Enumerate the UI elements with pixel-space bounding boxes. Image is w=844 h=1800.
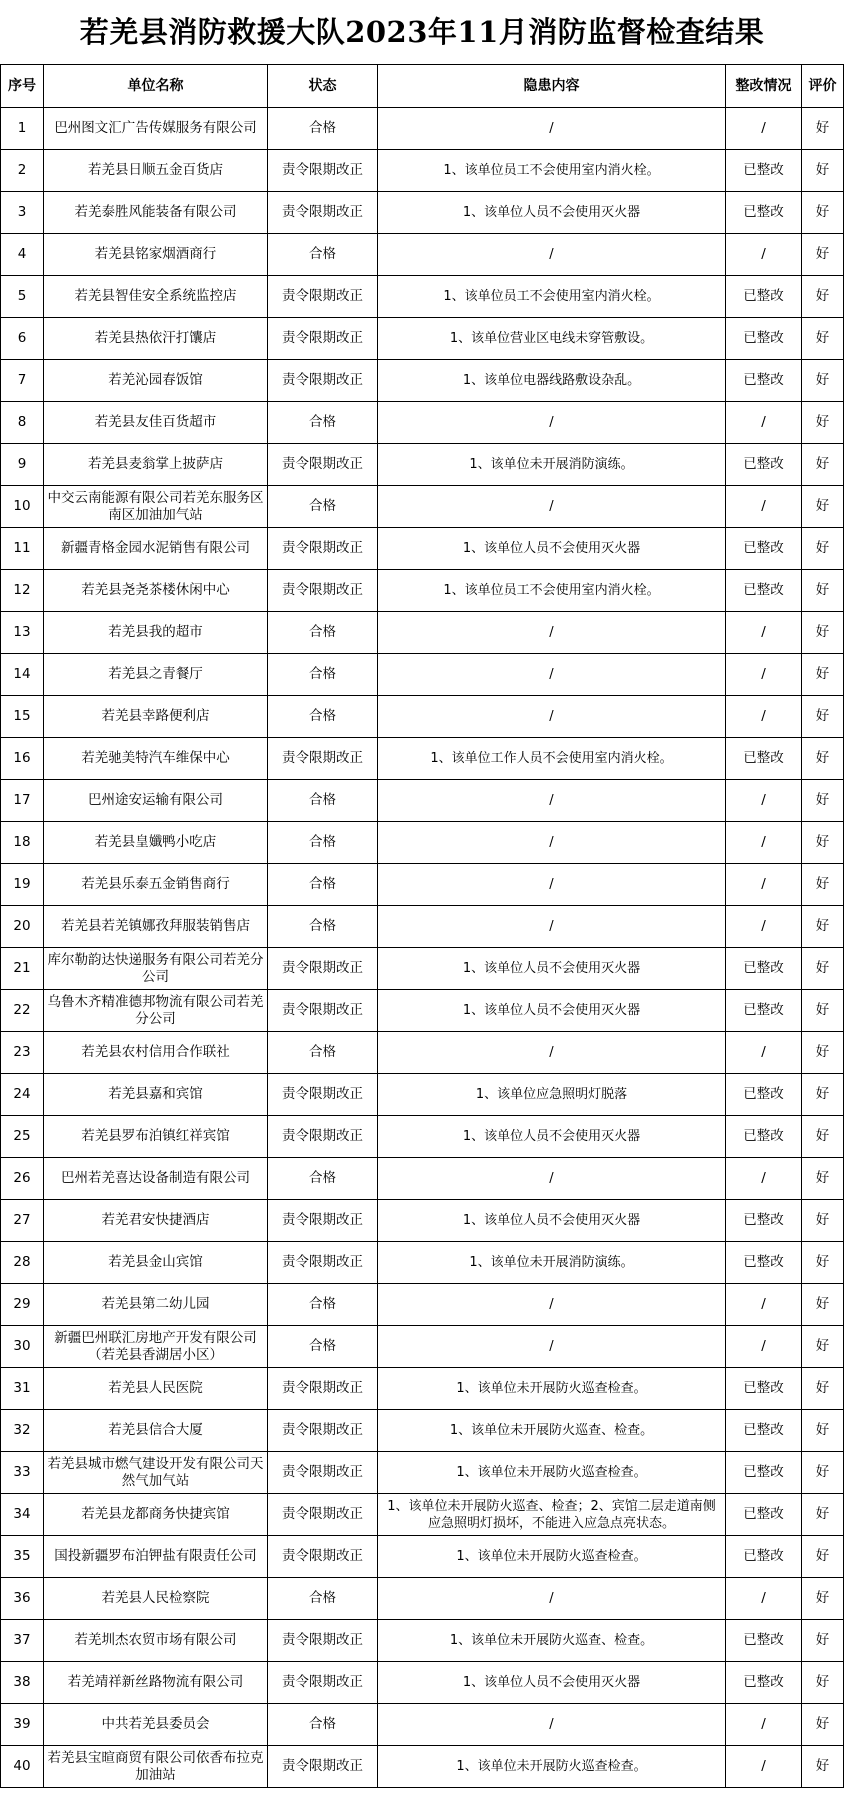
cell-no: 12 <box>1 570 44 612</box>
cell-hazard: 1、该单位人员不会使用灭火器 <box>378 1116 726 1158</box>
cell-rectify: 已整改 <box>726 1242 802 1284</box>
cell-rectify: 已整改 <box>726 1074 802 1116</box>
cell-hazard: / <box>378 108 726 150</box>
cell-status: 合格 <box>268 1704 378 1746</box>
cell-rectify: / <box>726 486 802 528</box>
table-row <box>1 948 844 990</box>
cell-rating: 好 <box>802 822 844 864</box>
cell-no: 10 <box>1 486 44 528</box>
table-row <box>1 234 844 276</box>
table-row <box>1 318 844 360</box>
cell-rating: 好 <box>802 528 844 570</box>
table-row <box>1 192 844 234</box>
cell-name: 若羌泰胜风能装备有限公司 <box>44 192 268 234</box>
cell-rating: 好 <box>802 570 844 612</box>
cell-hazard: 1、该单位未开展防火巡查、检查；2、宾馆二层走道南侧应急照明灯损坏，不能进入应急点亮状态。 <box>378 1494 726 1536</box>
cell-hazard: / <box>378 1326 726 1368</box>
cell-rating: 好 <box>802 108 844 150</box>
cell-name: 中共若羌县委员会 <box>44 1704 268 1746</box>
cell-no: 22 <box>1 990 44 1032</box>
cell-no: 19 <box>1 864 44 906</box>
cell-rectify: 已整改 <box>726 990 802 1032</box>
cell-name: 库尔勒韵达快递服务有限公司若羌分公司 <box>44 948 268 990</box>
cell-status: 合格 <box>268 822 378 864</box>
cell-hazard: 1、该单位未开展防火巡查检查。 <box>378 1536 726 1578</box>
cell-status: 责令限期改正 <box>268 528 378 570</box>
cell-hazard: 1、该单位未开展消防演练。 <box>378 1242 726 1284</box>
table-row <box>1 990 844 1032</box>
cell-name: 若羌县铭家烟酒商行 <box>44 234 268 276</box>
table-row <box>1 1284 844 1326</box>
table-row <box>1 108 844 150</box>
cell-rating: 好 <box>802 1620 844 1662</box>
cell-status: 合格 <box>268 1578 378 1620</box>
table-row <box>1 696 844 738</box>
cell-rectify: / <box>726 402 802 444</box>
cell-name: 若羌县日顺五金百货店 <box>44 150 268 192</box>
cell-rectify: / <box>726 1032 802 1074</box>
table-header-row <box>1 65 844 108</box>
cell-no: 17 <box>1 780 44 822</box>
cell-hazard: 1、该单位员工不会使用室内消火栓。 <box>378 570 726 612</box>
cell-rating: 好 <box>802 990 844 1032</box>
cell-hazard: 1、该单位未开展消防演练。 <box>378 444 726 486</box>
cell-rating: 好 <box>802 1242 844 1284</box>
cell-status: 责令限期改正 <box>268 318 378 360</box>
cell-status: 合格 <box>268 1032 378 1074</box>
cell-status: 合格 <box>268 234 378 276</box>
cell-no: 1 <box>1 108 44 150</box>
cell-no: 29 <box>1 1284 44 1326</box>
cell-hazard: / <box>378 234 726 276</box>
cell-rectify: 已整改 <box>726 1494 802 1536</box>
cell-hazard: / <box>378 1284 726 1326</box>
cell-rating: 好 <box>802 402 844 444</box>
cell-rating: 好 <box>802 360 844 402</box>
cell-hazard: / <box>378 654 726 696</box>
table-row <box>1 1452 844 1494</box>
table-row <box>1 1158 844 1200</box>
cell-status: 责令限期改正 <box>268 360 378 402</box>
cell-name: 若羌县乐泰五金销售商行 <box>44 864 268 906</box>
cell-hazard: 1、该单位人员不会使用灭火器 <box>378 1200 726 1242</box>
cell-rating: 好 <box>802 486 844 528</box>
cell-rectify: 已整改 <box>726 192 802 234</box>
cell-status: 责令限期改正 <box>268 1536 378 1578</box>
cell-hazard: 1、该单位未开展防火巡查检查。 <box>378 1368 726 1410</box>
cell-hazard: / <box>378 864 726 906</box>
table-row <box>1 1746 844 1788</box>
inspection-table <box>0 64 844 1788</box>
table-row <box>1 780 844 822</box>
cell-rectify: / <box>726 1704 802 1746</box>
cell-name: 若羌县第二幼儿园 <box>44 1284 268 1326</box>
cell-name: 若羌县人民医院 <box>44 1368 268 1410</box>
cell-rectify: 已整改 <box>726 1662 802 1704</box>
cell-status: 责令限期改正 <box>268 1116 378 1158</box>
table-row <box>1 1242 844 1284</box>
cell-rating: 好 <box>802 1326 844 1368</box>
cell-rectify: / <box>726 780 802 822</box>
cell-status: 责令限期改正 <box>268 192 378 234</box>
cell-name: 若羌县尧尧茶楼休闲中心 <box>44 570 268 612</box>
cell-name: 若羌县龙都商务快捷宾馆 <box>44 1494 268 1536</box>
cell-hazard: 1、该单位人员不会使用灭火器 <box>378 1662 726 1704</box>
cell-name: 若羌县之青餐厅 <box>44 654 268 696</box>
cell-no: 37 <box>1 1620 44 1662</box>
cell-hazard: / <box>378 822 726 864</box>
cell-status: 责令限期改正 <box>268 570 378 612</box>
cell-hazard: / <box>378 1032 726 1074</box>
cell-hazard: / <box>378 780 726 822</box>
cell-status: 责令限期改正 <box>268 1200 378 1242</box>
cell-status: 责令限期改正 <box>268 990 378 1032</box>
cell-rectify: 已整改 <box>726 1410 802 1452</box>
cell-rating: 好 <box>802 1284 844 1326</box>
cell-no: 34 <box>1 1494 44 1536</box>
table-row <box>1 864 844 906</box>
cell-rectify: 已整改 <box>726 738 802 780</box>
cell-name: 巴州途安运输有限公司 <box>44 780 268 822</box>
table-row <box>1 1578 844 1620</box>
cell-no: 25 <box>1 1116 44 1158</box>
cell-rating: 好 <box>802 1158 844 1200</box>
cell-status: 责令限期改正 <box>268 1074 378 1116</box>
cell-name: 若羌圳杰农贸市场有限公司 <box>44 1620 268 1662</box>
cell-status: 责令限期改正 <box>268 1662 378 1704</box>
cell-no: 26 <box>1 1158 44 1200</box>
cell-hazard: 1、该单位营业区电线未穿管敷设。 <box>378 318 726 360</box>
cell-no: 28 <box>1 1242 44 1284</box>
table-row <box>1 654 844 696</box>
table-row <box>1 822 844 864</box>
cell-name: 新疆青格金园水泥销售有限公司 <box>44 528 268 570</box>
cell-name: 若羌县皇孅鸭小吃店 <box>44 822 268 864</box>
cell-name: 若羌县若羌镇娜孜拜服装销售店 <box>44 906 268 948</box>
cell-status: 合格 <box>268 1284 378 1326</box>
cell-status: 合格 <box>268 402 378 444</box>
cell-rectify: 已整改 <box>726 1200 802 1242</box>
header-rectify: 整改情况 <box>726 65 802 108</box>
table-body <box>1 108 844 1788</box>
cell-rating: 好 <box>802 780 844 822</box>
cell-no: 13 <box>1 612 44 654</box>
cell-hazard: 1、该单位未开展防火巡查检查。 <box>378 1746 726 1788</box>
cell-rectify: 已整改 <box>726 360 802 402</box>
cell-name: 国投新疆罗布泊钾盐有限责任公司 <box>44 1536 268 1578</box>
cell-rectify: 已整改 <box>726 150 802 192</box>
cell-no: 31 <box>1 1368 44 1410</box>
cell-hazard: / <box>378 906 726 948</box>
cell-hazard: 1、该单位人员不会使用灭火器 <box>378 948 726 990</box>
cell-rectify: / <box>726 696 802 738</box>
cell-status: 责令限期改正 <box>268 1746 378 1788</box>
cell-rating: 好 <box>802 1074 844 1116</box>
cell-rating: 好 <box>802 1200 844 1242</box>
cell-rectify: / <box>726 1746 802 1788</box>
table-row <box>1 1368 844 1410</box>
cell-rectify: 已整改 <box>726 1620 802 1662</box>
cell-status: 合格 <box>268 108 378 150</box>
cell-rectify: / <box>726 822 802 864</box>
cell-no: 18 <box>1 822 44 864</box>
cell-rating: 好 <box>802 1704 844 1746</box>
cell-rating: 好 <box>802 1452 844 1494</box>
table-row <box>1 528 844 570</box>
cell-status: 责令限期改正 <box>268 444 378 486</box>
cell-hazard: 1、该单位人员不会使用灭火器 <box>378 528 726 570</box>
table-row <box>1 486 844 528</box>
cell-hazard: 1、该单位工作人员不会使用室内消火栓。 <box>378 738 726 780</box>
table-row <box>1 1494 844 1536</box>
cell-hazard: 1、该单位电器线路敷设杂乱。 <box>378 360 726 402</box>
cell-status: 合格 <box>268 654 378 696</box>
cell-status: 合格 <box>268 612 378 654</box>
cell-name: 若羌靖祥新丝路物流有限公司 <box>44 1662 268 1704</box>
cell-no: 9 <box>1 444 44 486</box>
cell-name: 若羌县智佳安全系统监控店 <box>44 276 268 318</box>
cell-no: 11 <box>1 528 44 570</box>
cell-no: 16 <box>1 738 44 780</box>
document-title: 若羌县消防救援大队2023年11月消防监督检查结果 <box>79 15 765 49</box>
cell-rectify: / <box>726 234 802 276</box>
cell-status: 责令限期改正 <box>268 1494 378 1536</box>
cell-hazard: 1、该单位应急照明灯脱落 <box>378 1074 726 1116</box>
cell-name: 若羌县信合大厦 <box>44 1410 268 1452</box>
table-row <box>1 1410 844 1452</box>
cell-status: 责令限期改正 <box>268 948 378 990</box>
cell-rating: 好 <box>802 1032 844 1074</box>
cell-no: 40 <box>1 1746 44 1788</box>
cell-name: 巴州若羌喜达设备制造有限公司 <box>44 1158 268 1200</box>
cell-hazard: 1、该单位员工不会使用室内消火栓。 <box>378 150 726 192</box>
cell-rectify: 已整改 <box>726 570 802 612</box>
cell-name: 若羌君安快捷酒店 <box>44 1200 268 1242</box>
cell-name: 若羌县人民检察院 <box>44 1578 268 1620</box>
cell-name: 若羌县农村信用合作联社 <box>44 1032 268 1074</box>
cell-rectify: / <box>726 864 802 906</box>
cell-no: 39 <box>1 1704 44 1746</box>
cell-status: 合格 <box>268 486 378 528</box>
header-name: 单位名称 <box>44 65 268 108</box>
cell-status: 责令限期改正 <box>268 276 378 318</box>
cell-status: 责令限期改正 <box>268 1368 378 1410</box>
cell-name: 新疆巴州联汇房地产开发有限公司（若羌县香湖居小区） <box>44 1326 268 1368</box>
cell-rectify: / <box>726 1326 802 1368</box>
table-row <box>1 1116 844 1158</box>
cell-rating: 好 <box>802 738 844 780</box>
cell-hazard: 1、该单位未开展防火巡查、检查。 <box>378 1410 726 1452</box>
cell-no: 23 <box>1 1032 44 1074</box>
cell-name: 若羌县罗布泊镇红祥宾馆 <box>44 1116 268 1158</box>
cell-no: 5 <box>1 276 44 318</box>
cell-status: 合格 <box>268 906 378 948</box>
cell-rating: 好 <box>802 192 844 234</box>
cell-rating: 好 <box>802 864 844 906</box>
cell-name: 若羌县幸路便利店 <box>44 696 268 738</box>
table-row <box>1 570 844 612</box>
cell-no: 20 <box>1 906 44 948</box>
cell-name: 若羌县嘉和宾馆 <box>44 1074 268 1116</box>
cell-rectify: 已整改 <box>726 318 802 360</box>
cell-rating: 好 <box>802 276 844 318</box>
cell-rating: 好 <box>802 234 844 276</box>
cell-hazard: 1、该单位人员不会使用灭火器 <box>378 192 726 234</box>
cell-no: 30 <box>1 1326 44 1368</box>
cell-hazard: / <box>378 486 726 528</box>
cell-status: 责令限期改正 <box>268 738 378 780</box>
table-row <box>1 1536 844 1578</box>
cell-rectify: / <box>726 1284 802 1326</box>
cell-no: 32 <box>1 1410 44 1452</box>
cell-hazard: / <box>378 1158 726 1200</box>
cell-rectify: 已整改 <box>726 444 802 486</box>
cell-name: 若羌县城市燃气建设开发有限公司天然气加气站 <box>44 1452 268 1494</box>
cell-name: 若羌县宝暄商贸有限公司依香布拉克加油站 <box>44 1746 268 1788</box>
cell-rating: 好 <box>802 1578 844 1620</box>
cell-no: 15 <box>1 696 44 738</box>
table-row <box>1 1200 844 1242</box>
cell-rating: 好 <box>802 906 844 948</box>
cell-name: 若羌县金山宾馆 <box>44 1242 268 1284</box>
cell-name: 巴州图文汇广告传媒服务有限公司 <box>44 108 268 150</box>
cell-name: 中交云南能源有限公司若羌东服务区南区加油加气站 <box>44 486 268 528</box>
cell-hazard: / <box>378 1704 726 1746</box>
table-row <box>1 906 844 948</box>
cell-no: 4 <box>1 234 44 276</box>
table-row <box>1 1032 844 1074</box>
cell-hazard: / <box>378 696 726 738</box>
table-row <box>1 738 844 780</box>
header-hazard: 隐患内容 <box>378 65 726 108</box>
cell-status: 合格 <box>268 864 378 906</box>
cell-name: 若羌驰美特汽车维保中心 <box>44 738 268 780</box>
cell-no: 21 <box>1 948 44 990</box>
table-row <box>1 1620 844 1662</box>
table-row <box>1 444 844 486</box>
cell-rating: 好 <box>802 318 844 360</box>
cell-name: 若羌县我的超市 <box>44 612 268 654</box>
cell-status: 责令限期改正 <box>268 1452 378 1494</box>
table-row <box>1 1662 844 1704</box>
cell-rectify: 已整改 <box>726 276 802 318</box>
cell-rating: 好 <box>802 612 844 654</box>
cell-no: 8 <box>1 402 44 444</box>
cell-rectify: / <box>726 108 802 150</box>
cell-status: 责令限期改正 <box>268 1410 378 1452</box>
cell-rectify: 已整改 <box>726 948 802 990</box>
cell-rating: 好 <box>802 1536 844 1578</box>
cell-name: 若羌沁园春饭馆 <box>44 360 268 402</box>
table-row <box>1 1704 844 1746</box>
cell-rectify: 已整改 <box>726 1452 802 1494</box>
cell-rating: 好 <box>802 1494 844 1536</box>
cell-rectify: 已整改 <box>726 1368 802 1410</box>
cell-rating: 好 <box>802 1368 844 1410</box>
cell-no: 24 <box>1 1074 44 1116</box>
cell-status: 责令限期改正 <box>268 1620 378 1662</box>
cell-name: 若羌县友佳百货超市 <box>44 402 268 444</box>
table-row <box>1 1074 844 1116</box>
cell-no: 35 <box>1 1536 44 1578</box>
cell-no: 38 <box>1 1662 44 1704</box>
header-no: 序号 <box>1 65 44 108</box>
cell-rating: 好 <box>802 948 844 990</box>
cell-rating: 好 <box>802 1746 844 1788</box>
header-rating: 评价 <box>802 65 844 108</box>
cell-hazard: 1、该单位人员不会使用灭火器 <box>378 990 726 1032</box>
cell-name: 若羌县麦翁掌上披萨店 <box>44 444 268 486</box>
cell-rating: 好 <box>802 1410 844 1452</box>
cell-no: 7 <box>1 360 44 402</box>
cell-status: 合格 <box>268 780 378 822</box>
cell-no: 14 <box>1 654 44 696</box>
table-row <box>1 360 844 402</box>
cell-no: 6 <box>1 318 44 360</box>
cell-status: 责令限期改正 <box>268 150 378 192</box>
cell-rectify: / <box>726 612 802 654</box>
cell-rectify: / <box>726 1158 802 1200</box>
cell-name: 乌鲁木齐精准德邦物流有限公司若羌分公司 <box>44 990 268 1032</box>
cell-no: 36 <box>1 1578 44 1620</box>
cell-status: 合格 <box>268 1158 378 1200</box>
cell-rectify: 已整改 <box>726 1116 802 1158</box>
cell-rating: 好 <box>802 444 844 486</box>
cell-hazard: 1、该单位未开展防火巡查检查。 <box>378 1452 726 1494</box>
cell-no: 3 <box>1 192 44 234</box>
cell-hazard: 1、该单位员工不会使用室内消火栓。 <box>378 276 726 318</box>
cell-hazard: / <box>378 402 726 444</box>
cell-hazard: / <box>378 1578 726 1620</box>
table-row <box>1 276 844 318</box>
cell-status: 责令限期改正 <box>268 1242 378 1284</box>
cell-status: 合格 <box>268 1326 378 1368</box>
cell-rectify: / <box>726 654 802 696</box>
cell-no: 27 <box>1 1200 44 1242</box>
cell-hazard: 1、该单位未开展防火巡查、检查。 <box>378 1620 726 1662</box>
cell-rectify: / <box>726 906 802 948</box>
cell-rectify: 已整改 <box>726 528 802 570</box>
cell-no: 33 <box>1 1452 44 1494</box>
cell-rectify: 已整改 <box>726 1536 802 1578</box>
cell-no: 2 <box>1 150 44 192</box>
cell-rating: 好 <box>802 1662 844 1704</box>
cell-hazard: / <box>378 612 726 654</box>
table-row <box>1 612 844 654</box>
cell-rating: 好 <box>802 1116 844 1158</box>
table-row <box>1 1326 844 1368</box>
cell-status: 合格 <box>268 696 378 738</box>
table-row <box>1 150 844 192</box>
cell-rating: 好 <box>802 654 844 696</box>
header-status: 状态 <box>268 65 378 108</box>
cell-name: 若羌县热依汗打馕店 <box>44 318 268 360</box>
cell-rectify: / <box>726 1578 802 1620</box>
table-row <box>1 402 844 444</box>
cell-rating: 好 <box>802 696 844 738</box>
cell-rating: 好 <box>802 150 844 192</box>
